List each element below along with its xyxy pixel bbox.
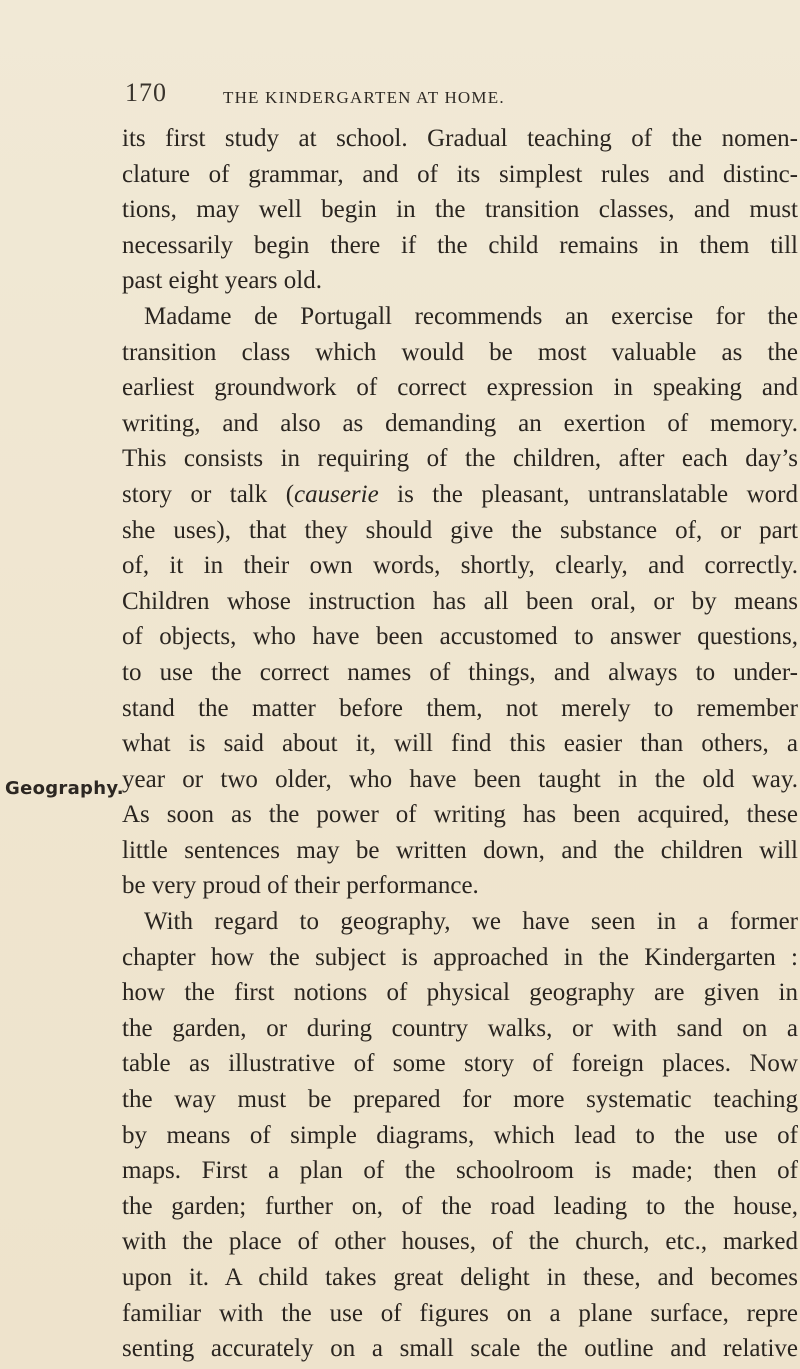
text-line: This consists in requiring of the children, after each day’s xyxy=(122,445,798,473)
text-line: stand the matter before them, not merely to remember xyxy=(122,694,798,722)
text-span: is the pleasant, untranslatable word xyxy=(378,480,798,508)
text-line: table as illustrative of some story of foreign places. Now xyxy=(122,1050,798,1078)
page-number: 170 xyxy=(125,78,167,107)
running-head xyxy=(0,74,800,114)
body-text xyxy=(122,121,798,1367)
text-line: its first study at school. Gradual teaching of the nomen- xyxy=(122,125,798,152)
text-line: with the place of other houses, of the church, etc., marked xyxy=(122,1228,798,1256)
text-line: of, it in their own words, shortly, clearly, and correctly. xyxy=(122,552,798,580)
text-line: writing, and also as demanding an exertion of memory. xyxy=(122,409,798,437)
text-span: story or talk ( xyxy=(122,480,295,508)
text-line: to use the correct names of things, and always to under- xyxy=(122,658,798,686)
text-line: the garden, or during country walks, or with sand on a xyxy=(122,1014,798,1042)
text-line: of objects, who have been accustomed to answer questions, xyxy=(122,623,798,651)
text-line: senting accurately on a small scale the outline and relative xyxy=(122,1335,798,1363)
text-line: As soon as the power of writing has been acquired, these xyxy=(122,801,798,829)
text-line: she uses), that they should give the substance of, or part xyxy=(122,516,798,544)
text-line: past eight years old. xyxy=(122,267,322,295)
text-line: the way must be prepared for more systematic teaching xyxy=(122,1086,798,1114)
text-line: be very proud of their performance. xyxy=(122,872,479,900)
running-title: THE KINDERGARTEN AT HOME. xyxy=(223,88,505,107)
text-line: little sentences may be written down, and the children will xyxy=(122,836,798,864)
text-line: familiar with the use of figures on a plane surface, repre xyxy=(122,1299,798,1327)
text-line: the garden; further on, of the road leading to the house, xyxy=(122,1192,798,1220)
margin-note-geography: Geography. xyxy=(5,778,124,799)
text-line: Children whose instruction has all been oral, or by means xyxy=(122,587,798,615)
text-line: necessarily begin there if the child remains in them till xyxy=(122,231,798,259)
italic-word: causerie xyxy=(294,480,379,508)
text-line: what is said about it, will find this easier than others, a xyxy=(122,730,798,758)
text-line: upon it. A child takes great delight in these, and becomes xyxy=(122,1264,798,1291)
text-line: year or two older, who have been taught in the old way. xyxy=(122,765,798,793)
text-line: transition class which would be most valuable as the xyxy=(122,338,798,366)
text-line: With regard to geography, we have seen in a former xyxy=(144,908,798,936)
text-line: Madame de Portugall recommends an exercise for the xyxy=(144,302,798,330)
text-line: maps. First a plan of the schoolroom is made; then of xyxy=(122,1157,798,1185)
text-line: tions, may well begin in the transition classes, and must xyxy=(122,196,798,224)
text-line: by means of simple diagrams, which lead to the use of xyxy=(122,1121,798,1149)
text-line: chapter how the subject is approached in the Kindergarten : xyxy=(122,943,798,971)
text-line: clature of grammar, and of its simplest rules and distinc- xyxy=(122,160,798,188)
text-line: how the first notions of physical geography are given in xyxy=(122,979,798,1007)
text-line: earliest groundwork of correct expression in speaking and xyxy=(122,374,798,402)
text-line xyxy=(122,477,798,513)
